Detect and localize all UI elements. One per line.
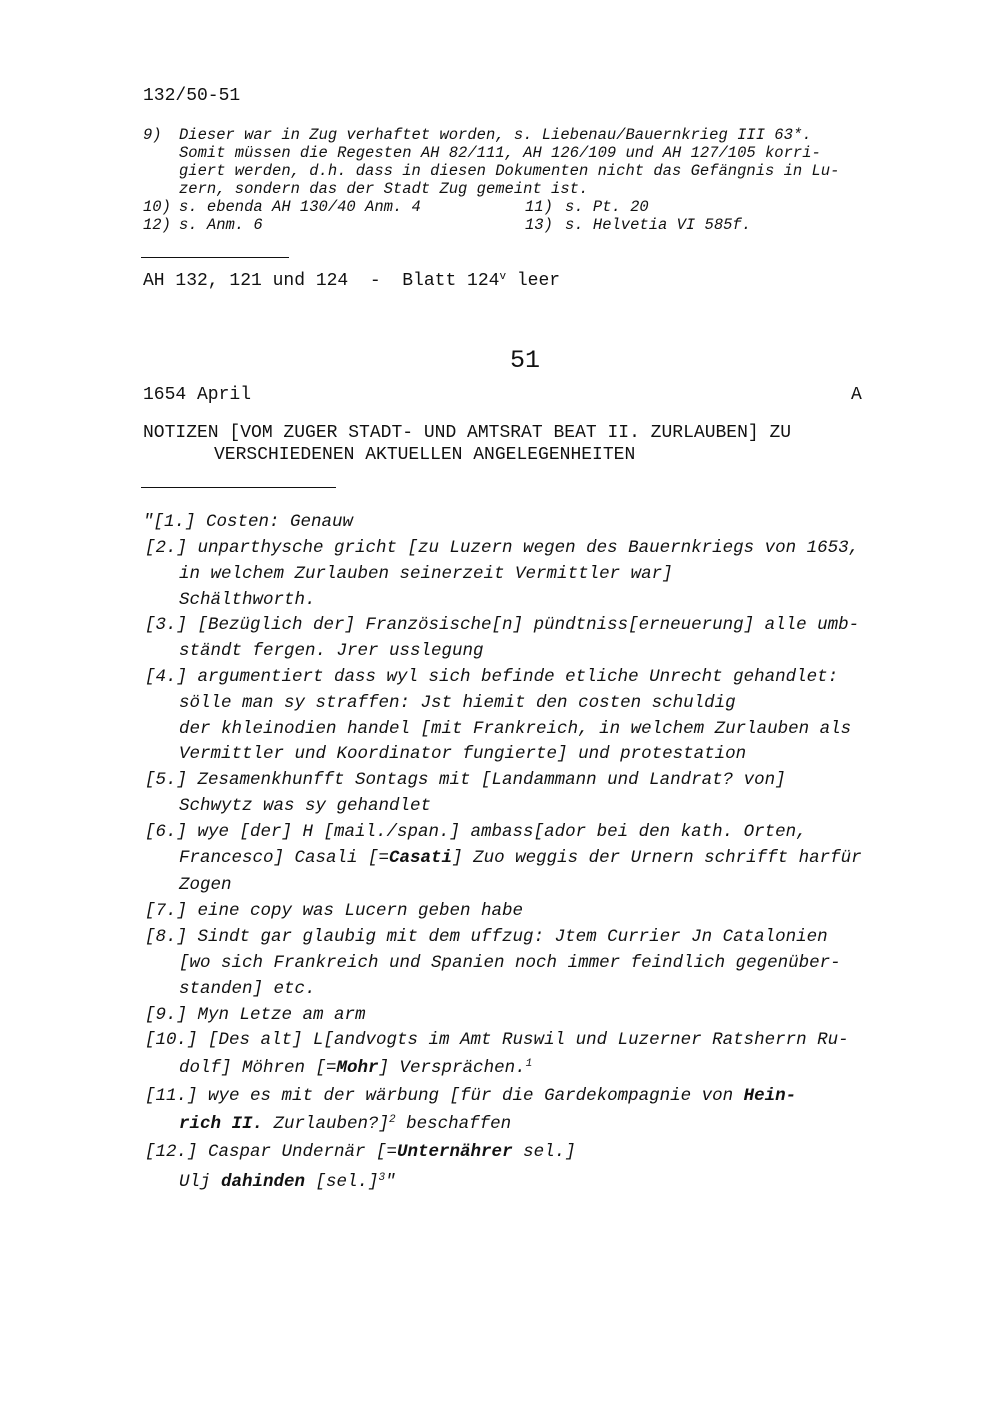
emphasis-bold: Unternährer [397,1142,513,1162]
footnote-9-line: Somit müssen die Regesten AH 82/111, AH 126/109 und AH 127/105 korri- [179,144,821,162]
text-line: Schwytz was sy gehandlet [179,796,432,816]
text-line: Zogen [179,875,232,895]
text-segment: [sel.] [305,1172,379,1192]
footnote-11-text: s. Pt. 20 [565,198,649,216]
page-reference: 132/50-51 [143,86,241,106]
text-line: [6.] wye [der] H [mail./span.] ambass[ador bei den kath. Orten, [145,822,807,842]
text-line [145,1142,576,1162]
text-segment: [11.] wye es mit der wärbung [für die Gardekompagnie von [145,1086,744,1106]
text-line: [10.] [Des alt] L[andvogts im Amt Ruswil und Luzerner Ratsherrn Ru- [145,1030,849,1050]
footnote-10-text: s. ebenda AH 130/40 Anm. 4 [179,198,421,216]
footnote-11-number: 11) [525,198,553,216]
footnote-9-line: zern, sondern das der Stadt Zug gemeint ist. [179,180,589,198]
text-segment: Ulj [179,1172,222,1192]
text-line: [9.] Myn Letze am arm [145,1005,366,1025]
footnote-9-number: 9) [143,126,162,144]
emphasis-bold: Hein- [743,1086,797,1106]
footnote-12-text: s. Anm. 6 [179,216,263,234]
separator-rule [141,257,289,258]
text-line: in welchem Zurlauben seinerzeit Vermittler war] [179,564,673,584]
text-line: [2.] unparthysche gricht [zu Luzern wegen des Bauernkriegs von 1653, [145,538,860,558]
text-segment: Francesco] Casali [= [179,848,390,868]
text-line: ständt fergen. Jrer usslegung [179,641,484,661]
source-leer: leer [506,271,561,291]
source-text: AH 132, 121 und 124 - Blatt 124 [143,271,500,291]
text-line: [3.] [Bezüglich der] Französische[n] pündtniss[erneuerung] alle umb- [145,615,860,635]
text-line: [8.] Sindt gar glaubig mit dem uffzug: Jtem Currier Jn Catalonien [145,927,828,947]
text-segment: ] Versprächen. [378,1058,526,1078]
text-segment: Zurlauben?] [263,1114,390,1134]
source-reference [143,271,560,291]
document-date: 1654 April [143,385,252,405]
text-segment: " [385,1172,396,1192]
text-line: Vermittler und Koordinator fungierte] und protestation [179,744,747,764]
emphasis-bold: Casati [389,848,453,868]
text-line: sölle man sy straffen: Jst hiemit den costen schuldig [179,693,736,713]
document-code: A [851,385,862,405]
text-line [179,1058,532,1078]
text-line: [wo sich Frankreich und Spanien noch immer feindlich gegenüber- [179,953,841,973]
text-line [179,1114,511,1134]
footnote-ref: 2 [389,1114,396,1126]
footnote-10-number: 10) [143,198,171,216]
document-title-line: NOTIZEN [VOM ZUGER STADT- UND AMTSRAT BEAT II. ZURLAUBEN] ZU [143,423,792,443]
document-number: 51 [509,346,540,375]
footnote-12-number: 12) [143,216,171,234]
footnote-13-text: s. Helvetia VI 585f. [565,216,752,234]
text-line: [4.] argumentiert dass wyl sich befinde etliche Unrecht gehandlet: [145,667,839,687]
text-segment: beschaffen [395,1114,512,1134]
text-line: Schälthworth. [179,590,316,610]
footnote-9-line: giert werden, d.h. dass in diesen Dokumenten nicht das Gefängnis in Lu- [179,162,840,180]
footnote-13-number: 13) [525,216,553,234]
text-segment: ] Zuo weggis der Urnern schrifft harfür [452,848,862,868]
document-title-line: VERSCHIEDENEN AKTUELLEN ANGELEGENHEITEN [214,445,636,465]
text-line: standen] etc. [179,979,316,999]
text-line [179,848,862,868]
text-line: "[1.] Costen: Genauw [143,512,354,532]
footnote-ref: 3 [378,1172,386,1184]
text-segment: [12.] Caspar Undernär [= [145,1142,398,1162]
text-line: [5.] Zesamenkhunfft Sontags mit [Landammann und Landrat? von] [145,770,786,790]
text-line [145,1086,796,1106]
title-rule [141,487,336,488]
text-line: der khleinodien handel [mit Frankreich, in welchem Zurlauben als [179,719,852,739]
verso-superscript: v [499,271,507,283]
text-line: [7.] eine copy was Lucern geben habe [145,901,524,921]
text-line [179,1172,396,1192]
footnote-ref: 1 [525,1058,533,1070]
emphasis-bold: rich II. [179,1114,264,1134]
emphasis-bold: dahinden [221,1172,306,1192]
text-segment: sel.] [512,1142,576,1162]
footnote-9-line: Dieser war in Zug verhaftet worden, s. Liebenau/Bauernkrieg III 63*. [179,126,812,144]
text-segment: dolf] Möhren [= [179,1058,337,1078]
emphasis-bold: Mohr [336,1058,379,1078]
